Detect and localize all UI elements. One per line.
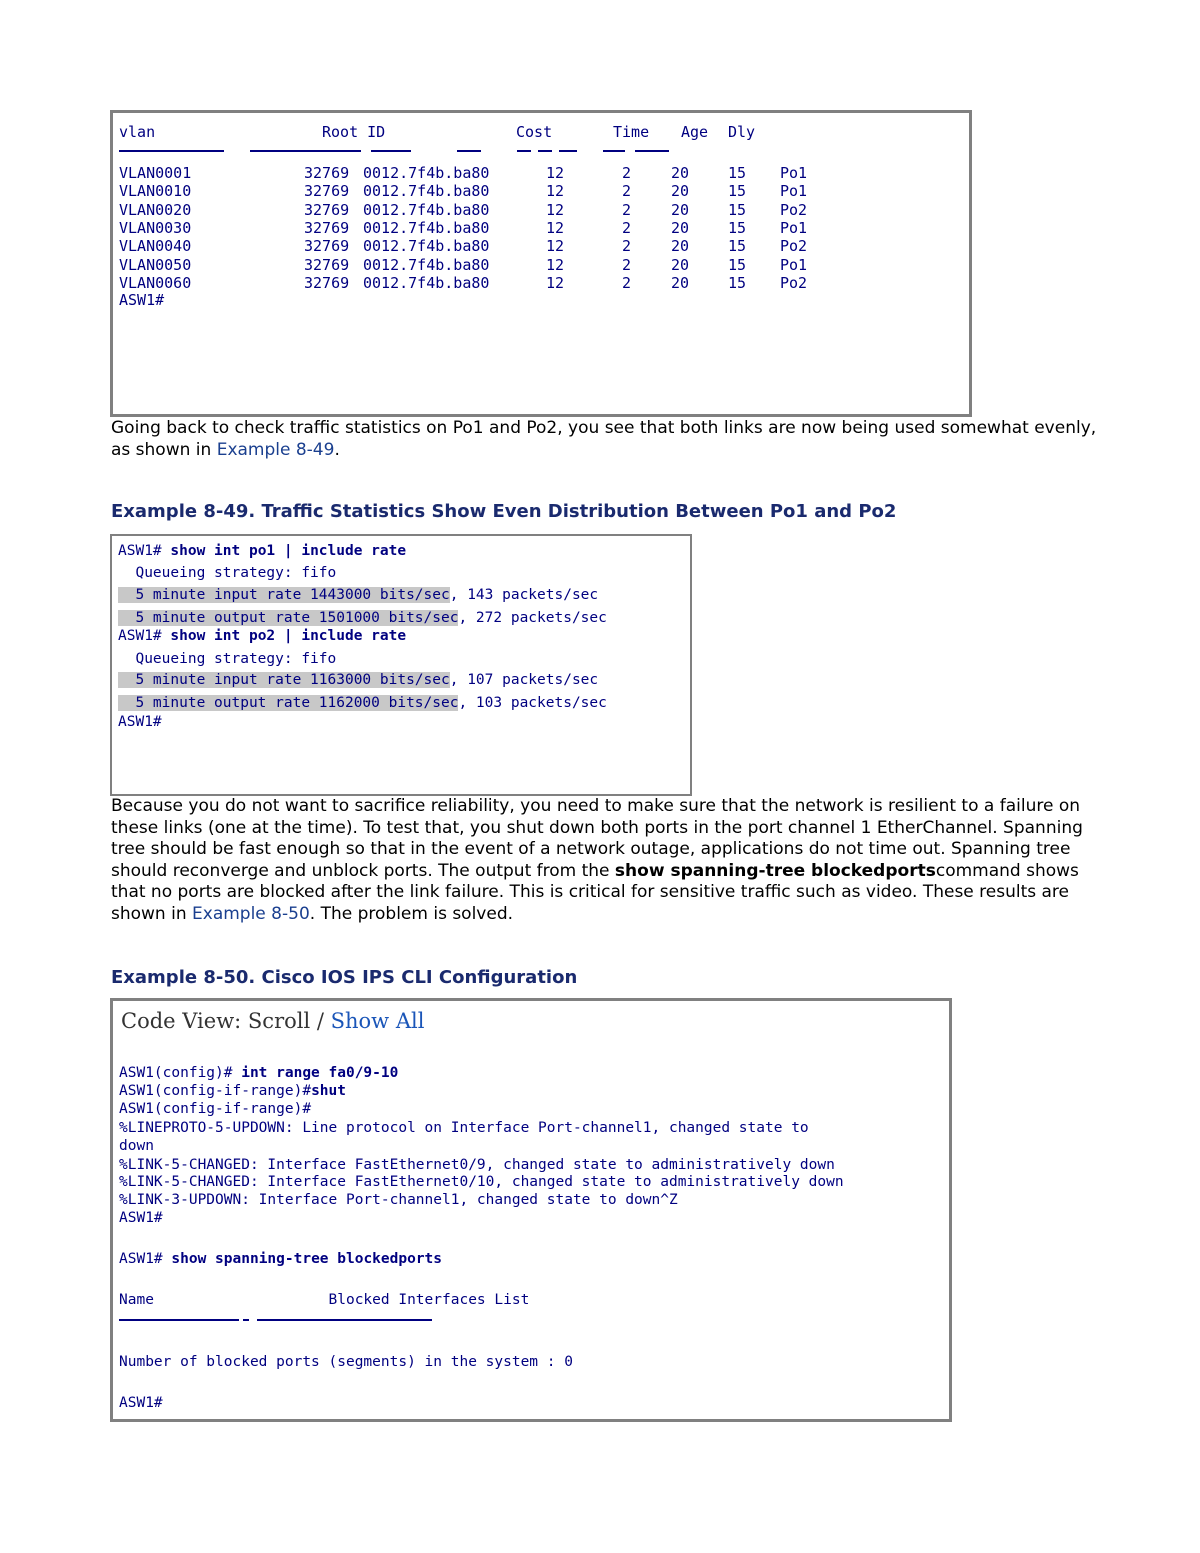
stp-cell-age: 20 <box>670 182 689 201</box>
stp-cell-vlan: VLAN0050 <box>119 255 192 274</box>
example-8-50-heading: Example 8-50. Cisco IOS IPS CLI Configuration <box>111 967 578 988</box>
stp-cell-vlan: VLAN0060 <box>119 273 192 292</box>
code-line: ASW1# <box>119 1210 163 1226</box>
stp-cell-priority: 32769 <box>304 255 350 274</box>
example-8-50-code <box>119 1001 949 1421</box>
stp-cell-mac: 0012.7f4b.ba80 <box>363 200 490 219</box>
highlighted-rate: 5 minute output rate 1501000 bits/sec <box>118 610 459 626</box>
stp-cell-port: Po1 <box>780 255 808 274</box>
code-line: ASW1# show int po1 | include rate <box>118 543 407 559</box>
example-8-49-code-box <box>110 534 692 796</box>
stp-cell-port: Po2 <box>780 237 808 256</box>
header-underline <box>517 150 531 152</box>
example-8-49-heading: Example 8-49. Traffic Statistics Show Even Distribution Between Po1 and Po2 <box>111 501 897 522</box>
stp-cell-mac: 0012.7f4b.ba80 <box>363 182 490 201</box>
code-view-label: Code View: Scroll / <box>121 1009 331 1033</box>
stp-cell-dly: 15 <box>727 200 746 219</box>
stp-cell-vlan: VLAN0040 <box>119 237 192 256</box>
stp-table-box <box>110 110 972 417</box>
code-line: down <box>119 1138 154 1154</box>
stp-cell-cost: 12 <box>545 273 564 292</box>
code-line: Name Blocked Interfaces List <box>119 1292 530 1308</box>
list-underline <box>257 1319 432 1321</box>
command-text: shut <box>311 1083 346 1099</box>
code-line: Queueing strategy: fifo <box>118 651 337 667</box>
header-underline <box>538 150 552 152</box>
code-line: ASW1# show spanning-tree blockedports <box>119 1251 443 1267</box>
highlighted-rate: 5 minute output rate 1162000 bits/sec <box>118 695 459 711</box>
code-line: %LINEPROTO-5-UPDOWN: Line protocol on Interface Port-channel1, changed state to <box>119 1120 809 1136</box>
code-line: ASW1# show int po2 | include rate <box>118 628 407 644</box>
stp-cell-mac: 0012.7f4b.ba80 <box>363 164 490 182</box>
stp-table <box>119 113 959 413</box>
stp-cell-time: 2 <box>621 273 631 292</box>
stp-cell-vlan: VLAN0020 <box>119 200 192 219</box>
stp-cell-vlan: VLAN0001 <box>119 164 192 182</box>
header-underline <box>250 150 361 152</box>
stp-cell-port: Po2 <box>780 273 808 292</box>
stp-cell-age: 20 <box>670 273 689 292</box>
stp-cell-time: 2 <box>621 237 631 256</box>
stp-cell-priority: 32769 <box>304 218 350 237</box>
col-header-time: Time <box>613 123 650 141</box>
col-header-cost: Cost <box>516 123 553 141</box>
example-8-50-code-box <box>110 998 952 1422</box>
code-line: %LINK-3-UPDOWN: Interface Port-channel1, changed state to down^Z <box>119 1192 678 1208</box>
stp-cell-cost: 12 <box>545 200 564 219</box>
stp-cell-port: Po2 <box>780 200 808 219</box>
paragraph-text: command shows that no ports are blocked after the link failure. This is critical for sensitive traffic such as video. These results are shown in <box>111 860 1079 924</box>
stp-cell-dly: 15 <box>727 218 746 237</box>
stp-cell-time: 2 <box>621 218 631 237</box>
stp-cell-cost: 12 <box>545 182 564 201</box>
stp-cell-port: Po1 <box>780 164 808 182</box>
stp-cell-mac: 0012.7f4b.ba80 <box>363 255 490 274</box>
code-line: %LINK-5-CHANGED: Interface FastEthernet0/10, changed state to administratively down <box>119 1174 844 1190</box>
stp-cell-dly: 15 <box>727 255 746 274</box>
code-line: Number of blocked ports (segments) in the system : 0 <box>119 1354 573 1370</box>
stp-cell-port: Po1 <box>780 218 808 237</box>
highlighted-rate: 5 minute input rate 1163000 bits/sec <box>118 672 450 688</box>
stp-cell-time: 2 <box>621 182 631 201</box>
command-name: show spanning-tree blockedports <box>614 860 936 881</box>
command-text: show spanning-tree blockedports <box>171 1251 443 1267</box>
stp-cell-dly: 15 <box>727 273 746 292</box>
paragraph-text: . The problem is solved. <box>309 903 514 924</box>
show-all-link[interactable]: Show All <box>330 1009 425 1033</box>
prompt: ASW1# <box>119 291 165 309</box>
example-8-49-link[interactable]: Example 8-49 <box>216 439 335 460</box>
stp-cell-priority: 32769 <box>304 200 350 219</box>
stp-cell-port: Po1 <box>780 182 808 201</box>
name-underline <box>243 1319 249 1321</box>
header-underline <box>119 150 224 152</box>
stp-cell-time: 2 <box>621 255 631 274</box>
code-line: 5 minute input rate 1163000 bits/sec, 107 packets/sec <box>118 672 599 688</box>
stp-cell-age: 20 <box>670 200 689 219</box>
example-8-50-link[interactable]: Example 8-50 <box>192 903 310 924</box>
header-underline <box>559 150 577 152</box>
stp-cell-time: 2 <box>621 164 631 182</box>
stp-cell-age: 20 <box>670 237 689 256</box>
stp-cell-priority: 32769 <box>304 273 350 292</box>
col-header-vlan: vlan <box>119 123 156 141</box>
stp-cell-vlan: VLAN0030 <box>119 218 192 237</box>
stp-cell-dly: 15 <box>727 182 746 201</box>
stp-cell-cost: 12 <box>545 164 564 182</box>
stp-cell-age: 20 <box>670 255 689 274</box>
header-underline <box>635 150 669 152</box>
stp-cell-time: 2 <box>621 200 631 219</box>
highlighted-rate: 5 minute input rate 1443000 bits/sec <box>118 587 450 603</box>
col-header-dly: Dly <box>728 123 756 141</box>
name-underline <box>119 1319 239 1321</box>
header-underline <box>603 150 625 152</box>
col-header-age: Age <box>681 123 709 141</box>
stp-cell-cost: 12 <box>545 255 564 274</box>
stp-cell-priority: 32769 <box>304 164 350 182</box>
paragraph-reliability <box>111 796 1101 926</box>
stp-cell-dly: 15 <box>727 237 746 256</box>
example-8-49-code <box>118 536 688 791</box>
command-text: int range fa0/9-10 <box>241 1065 399 1081</box>
col-header-root-id: Root ID <box>322 123 386 141</box>
stp-cell-cost: 12 <box>545 218 564 237</box>
command-text: show int po2 | include rate <box>170 628 407 644</box>
stp-cell-cost: 12 <box>545 237 564 256</box>
stp-cell-age: 20 <box>670 218 689 237</box>
stp-cell-vlan: VLAN0010 <box>119 182 192 201</box>
header-underline <box>457 150 481 152</box>
code-line: 5 minute output rate 1501000 bits/sec, 272 packets/sec <box>118 610 607 626</box>
code-line: ASW1# <box>119 1395 163 1411</box>
code-line: ASW1(config)# int range fa0/9-10 <box>119 1065 399 1081</box>
stp-cell-mac: 0012.7f4b.ba80 <box>363 273 490 292</box>
code-line: Queueing strategy: fifo <box>118 565 337 581</box>
code-line: 5 minute input rate 1443000 bits/sec, 143 packets/sec <box>118 587 599 603</box>
code-line: ASW1(config-if-range)#shut <box>119 1083 346 1099</box>
paragraph-text: Going back to check traffic statistics on Po1 and Po2, you see that both links are now being used somewhat evenly, as shown in <box>111 418 1097 460</box>
code-line: 5 minute output rate 1162000 bits/sec, 103 packets/sec <box>118 695 607 711</box>
stp-cell-dly: 15 <box>727 164 746 182</box>
paragraph-traffic-statistics <box>111 418 1101 461</box>
paragraph-text: . <box>334 439 340 460</box>
stp-cell-priority: 32769 <box>304 182 350 201</box>
stp-cell-mac: 0012.7f4b.ba80 <box>363 218 490 237</box>
stp-cell-mac: 0012.7f4b.ba80 <box>363 237 490 256</box>
code-line: ASW1# <box>118 714 162 730</box>
code-line: ASW1(config-if-range)# <box>119 1101 312 1117</box>
header-underline <box>371 150 411 152</box>
stp-cell-priority: 32769 <box>304 237 350 256</box>
stp-cell-age: 20 <box>670 164 689 182</box>
command-text: show int po1 | include rate <box>170 543 407 559</box>
code-line: %LINK-5-CHANGED: Interface FastEthernet0/9, changed state to administratively down <box>119 1157 835 1173</box>
paragraph-text: Because you do not want to sacrifice reliability, you need to make sure that the network is resilient to a failure on these links (one at the time). To test that, you shut down both ports in the port channel 1 EtherChannel. Spanning tree should be fast enough so that in the event of a network outage, applications do not time out. Spanning tree should reconverge and unblock ports. The output from the <box>111 796 1083 881</box>
